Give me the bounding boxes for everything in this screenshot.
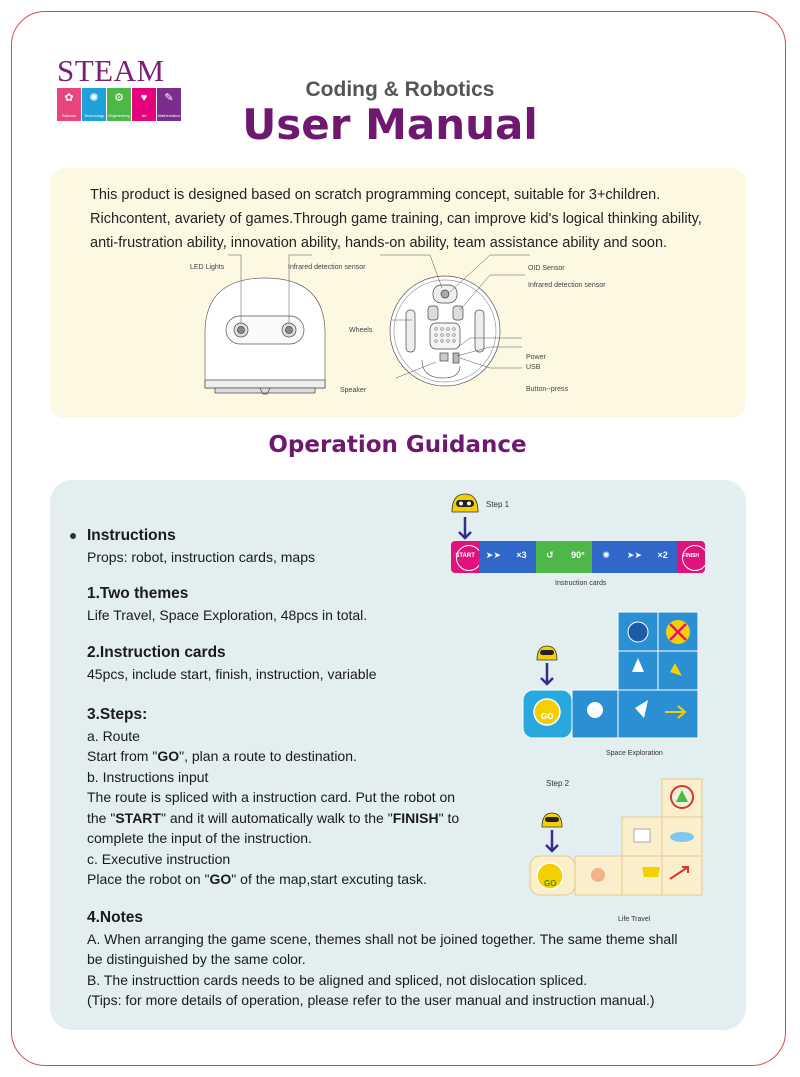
intro-text	[90, 183, 730, 255]
notes-heading: 4.Notes	[87, 909, 143, 926]
forward-card: ➤➤	[479, 541, 507, 573]
cards-heading: 2.Instruction cards	[87, 644, 226, 661]
repeat-2-card: ×2	[649, 541, 677, 573]
life-travel-map	[520, 775, 710, 910]
intro-line: Richcontent, avariety of games.Through game training, can improve kid's logical thinking ability,	[90, 211, 702, 227]
finish-card: FINISH	[677, 541, 705, 573]
note-line: (Tips: for more details of operation, please refer to the user manual and instruction manual.)	[87, 992, 655, 1008]
page-title: User Manual	[242, 100, 538, 149]
logo-tile-label: Mathematics	[157, 113, 181, 118]
ir-sensor-top-label: Infrared detection sensor	[288, 264, 366, 271]
turn-card: ↺	[536, 541, 564, 573]
logo-tile-icon: ♥	[140, 92, 148, 104]
step-line: Place the robot on "GO" of the map,start excuting task.	[87, 871, 427, 887]
logo-tile-label: Science	[61, 113, 77, 118]
logo-tile-icon: ✺	[89, 92, 99, 104]
step-line: complete the input of the instruction.	[87, 830, 312, 846]
space-exploration-caption: Space Exploration	[606, 750, 663, 757]
wheels-label: Wheels	[349, 327, 373, 334]
start-card: START	[451, 541, 479, 573]
instructions-section	[87, 526, 315, 567]
step-line: c. Executive instruction	[87, 850, 231, 867]
intro-line: This product is designed based on scratch programming concept, suitable for 3+children.	[90, 187, 661, 203]
life-go-label: GO	[544, 879, 557, 888]
cards-body: 45pcs, include start, finish, instruction, variable	[87, 665, 377, 682]
guidance-panel	[50, 480, 746, 1030]
angle-card: 90°	[564, 541, 592, 573]
step2-label: Step 2	[546, 779, 570, 788]
logo-tile-label: Engineering	[108, 113, 130, 118]
speaker-label: Speaker	[340, 387, 367, 394]
themes-section	[87, 584, 367, 625]
step-line: Start from "GO", plan a route to destination.	[87, 748, 357, 764]
button-label: Button--press	[526, 386, 569, 393]
logo-tile-label: Art	[141, 113, 147, 118]
space-exploration-map	[520, 608, 710, 743]
oid-sensor-label: OID Sensor	[528, 265, 565, 272]
repeat-3-card: ×3	[507, 541, 535, 573]
logo-tile-icon: ✿	[64, 92, 74, 104]
space-go-label: GO	[541, 712, 554, 721]
step-line: the "START" and it will automatically walk to the "FINISH" to	[87, 809, 460, 826]
note-line: A. When arranging the game scene, themes shall not be joined together. The same theme shall	[87, 930, 678, 947]
note-line: be distinguished by the same color.	[87, 951, 306, 967]
logo-tile-label: Technology	[83, 113, 105, 118]
instructions-heading: Instructions	[87, 527, 176, 544]
forward-card: ➤➤	[620, 541, 648, 573]
step1-label: Step 1	[486, 500, 510, 509]
instruction-cards-caption: Instruction cards	[555, 580, 607, 587]
section-title: Operation Guidance	[268, 432, 527, 458]
power-label: Power	[526, 354, 546, 361]
step1-robot-icon	[448, 490, 488, 544]
intro-line: anti-frustration ability, innovation ability, hands-on ability, team assistance ability and soon.	[90, 235, 668, 251]
robot-bottom-illustration	[390, 276, 500, 386]
steps-heading: 3.Steps:	[87, 706, 148, 723]
themes-heading: 1.Two themes	[87, 585, 189, 602]
led-lights-label: LED Lights	[190, 264, 225, 271]
step-line: The route is spliced with a instruction card. Put the robot on	[87, 789, 456, 805]
life-travel-caption: Life Travel	[618, 916, 651, 923]
themes-body: Life Travel, Space Exploration, 48pcs in total.	[87, 606, 368, 623]
page-subtitle: Coding & Robotics	[305, 78, 495, 101]
bullet-dot	[70, 533, 76, 539]
step-line: b. Instructions input	[87, 768, 209, 785]
step-line: a. Route	[87, 727, 140, 744]
logo-tile-icon: ✎	[164, 92, 174, 104]
intro-panel	[50, 168, 746, 418]
light-card: ✺	[592, 541, 620, 573]
robot-diagram	[50, 248, 746, 418]
instruction-card-strip	[451, 541, 705, 573]
usb-label: USB	[526, 364, 541, 371]
steps-section	[87, 705, 507, 890]
logo-tile-icon: ⚙	[114, 92, 124, 104]
instructions-body: Props: robot, instruction cards, maps	[87, 548, 315, 565]
robot-front-illustration	[205, 278, 325, 394]
note-line: B. The instructtion cards needs to be aligned and spliced, not dislocation spliced.	[87, 971, 588, 988]
ir-sensor-right-label: Infrared detection sensor	[528, 282, 606, 289]
notes-section	[87, 908, 737, 1011]
cards-section	[87, 643, 376, 684]
logo-wordmark: STEAM	[57, 53, 165, 88]
